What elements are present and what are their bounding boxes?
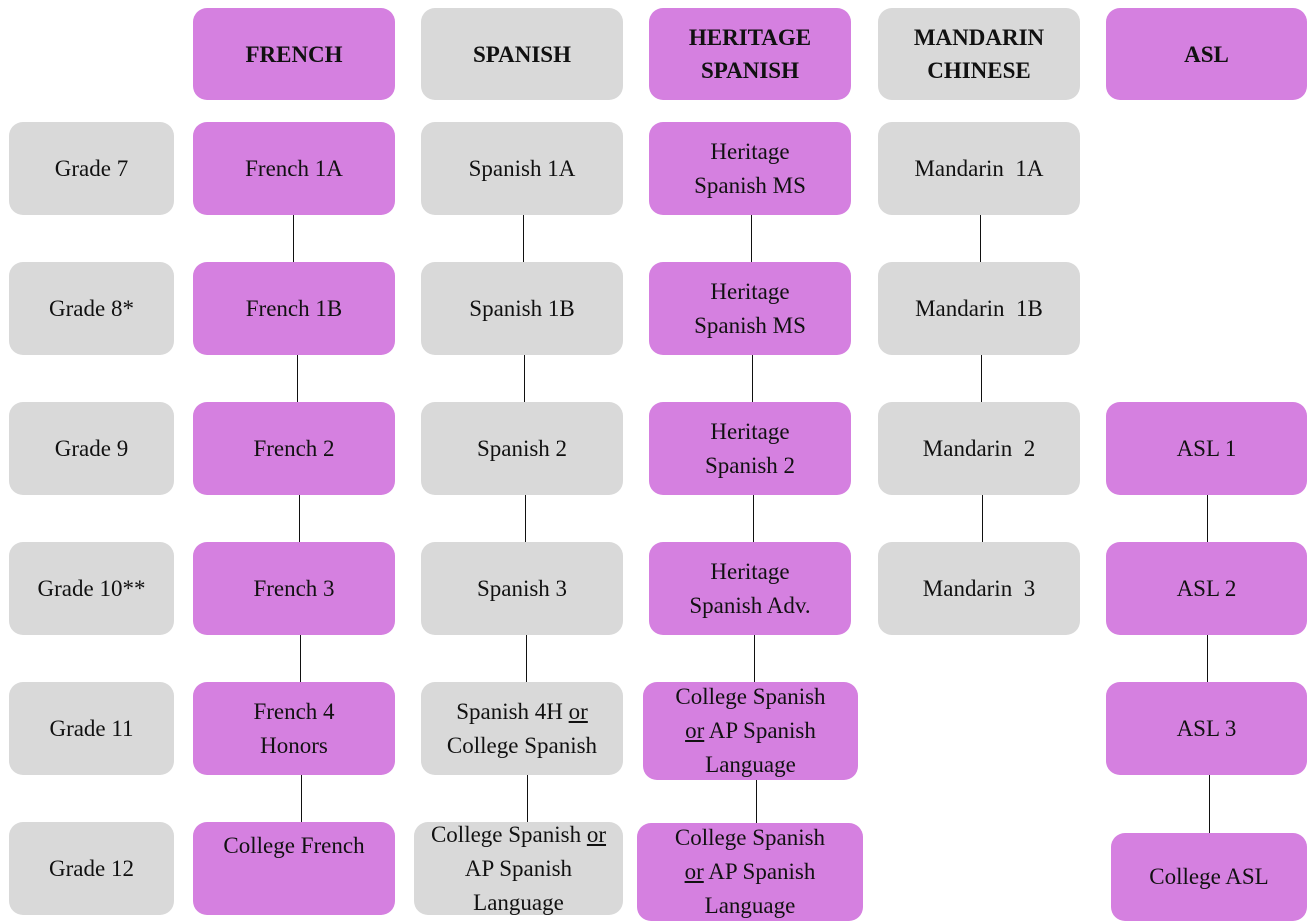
course-french-1a <box>193 122 395 215</box>
course-text: French 3 <box>253 575 335 601</box>
course-mandarin-1a <box>878 122 1080 215</box>
grade-label-12 <box>9 822 174 915</box>
course-text: Mandarin 3 <box>922 575 1036 601</box>
header-heritage-line2: SPANISH <box>701 58 799 83</box>
course-text <box>685 714 816 748</box>
course-text-part: College Spanish <box>430 821 587 847</box>
grade-label-9 <box>9 402 174 495</box>
grade-label-7 <box>9 122 174 215</box>
header-asl <box>1106 8 1307 100</box>
course-text: College Spanish <box>674 825 826 850</box>
connector-line <box>297 355 298 402</box>
connector-line <box>523 215 524 262</box>
course-text <box>456 695 588 729</box>
header-spanish-label: SPANISH <box>473 41 571 67</box>
course-spanish-3 <box>421 542 623 635</box>
or-underlined: or <box>586 821 607 847</box>
course-text: Honors <box>260 732 328 758</box>
grade-text: Grade 9 <box>54 435 129 461</box>
course-text: College Spanish <box>675 684 826 709</box>
course-text: Heritage <box>710 558 790 584</box>
course-text: Language <box>473 889 564 915</box>
course-text: Heritage <box>710 138 790 164</box>
connector-line <box>1209 775 1210 833</box>
course-text: ASL 3 <box>1176 715 1237 741</box>
connector-line <box>981 355 982 402</box>
header-french-label: FRENCH <box>245 41 343 67</box>
header-asl-label: ASL <box>1184 41 1229 67</box>
grade-label-8 <box>9 262 174 355</box>
course-spanish-1a <box>421 122 623 215</box>
course-text-part: AP Spanish <box>703 859 816 884</box>
grade-label-10 <box>9 542 174 635</box>
course-french-2 <box>193 402 395 495</box>
grade-text: Grade 12 <box>49 855 134 881</box>
course-french-4-honors <box>193 682 395 775</box>
course-college-french <box>193 822 395 915</box>
header-mandarin-line1: MANDARIN <box>913 25 1045 50</box>
course-text: Heritage <box>710 278 790 304</box>
course-french-3 <box>193 542 395 635</box>
course-text: Spanish Adv. <box>689 592 811 618</box>
connector-line <box>527 775 528 822</box>
connector-line <box>751 215 752 262</box>
course-text: College ASL <box>1149 864 1269 889</box>
course-text: Language <box>705 752 796 777</box>
course-mandarin-1b <box>878 262 1080 355</box>
header-mandarin-chinese <box>878 8 1080 100</box>
course-text: Spanish MS <box>694 172 806 198</box>
connector-line <box>301 775 302 822</box>
header-french <box>193 8 395 100</box>
connector-line <box>300 635 301 682</box>
course-text-part: Spanish 4H <box>456 698 569 724</box>
course-college-asl <box>1111 833 1307 921</box>
course-asl-1 <box>1106 402 1307 495</box>
course-asl-2 <box>1106 542 1307 635</box>
header-heritage-line1: HERITAGE <box>688 25 812 50</box>
course-mandarin-3 <box>878 542 1080 635</box>
course-spanish-4h-or-college <box>421 682 623 775</box>
course-text <box>685 855 816 889</box>
or-underlined: or <box>685 718 705 743</box>
connector-line <box>299 495 300 542</box>
connector-line <box>752 355 753 402</box>
connector-line <box>524 355 525 402</box>
course-text: AP Spanish <box>464 855 573 881</box>
grade-text: Grade 7 <box>54 155 129 181</box>
course-heritage-spanish-ms-8 <box>649 262 851 355</box>
connector-line <box>1207 635 1208 682</box>
or-underlined: or <box>684 859 704 884</box>
connector-line <box>756 780 757 823</box>
course-text: Spanish 3 <box>476 575 568 601</box>
course-text: Language <box>704 893 796 918</box>
connector-line <box>1207 495 1208 542</box>
course-heritage-college-or-ap-11 <box>643 682 858 780</box>
connector-line <box>753 495 754 542</box>
connector-line <box>982 495 983 542</box>
course-text: Heritage <box>710 418 790 444</box>
course-text: Mandarin 1A <box>914 155 1044 181</box>
course-heritage-spanish-adv <box>649 542 851 635</box>
connector-line <box>293 215 294 262</box>
course-text: Mandarin 1B <box>915 295 1043 321</box>
course-spanish-1b <box>421 262 623 355</box>
course-text: French 1B <box>245 295 343 321</box>
course-asl-3 <box>1106 682 1307 775</box>
grade-text: Grade 10** <box>37 575 146 601</box>
grade-text: Grade 8* <box>49 295 134 321</box>
course-text: French 2 <box>253 435 335 461</box>
course-college-or-ap-spanish <box>414 822 623 915</box>
course-french-1b <box>193 262 395 355</box>
header-heritage-spanish <box>649 8 851 100</box>
course-text: ASL 2 <box>1176 575 1237 601</box>
connector-line <box>525 495 526 542</box>
course-text: Spanish 2 <box>704 452 796 478</box>
grade-text: Grade 11 <box>49 715 134 741</box>
course-text: Spanish 1B <box>469 295 575 321</box>
header-spanish <box>421 8 623 100</box>
course-text: College French <box>223 833 365 858</box>
connector-line <box>754 635 755 682</box>
course-text: Spanish 1A <box>468 155 576 181</box>
grade-label-11 <box>9 682 174 775</box>
course-text: Spanish 2 <box>476 435 568 461</box>
course-heritage-college-or-ap-12 <box>637 823 863 921</box>
course-text: French 4 <box>253 698 335 724</box>
course-text <box>431 818 606 852</box>
header-mandarin-line2: CHINESE <box>927 58 1031 83</box>
course-heritage-spanish-ms-7 <box>649 122 851 215</box>
course-text: Spanish MS <box>694 312 806 338</box>
connector-line <box>526 635 527 682</box>
course-text: ASL 1 <box>1176 435 1237 461</box>
course-text: College Spanish <box>446 732 598 758</box>
course-spanish-2 <box>421 402 623 495</box>
connector-line <box>980 215 981 262</box>
course-text: French 1A <box>245 155 343 181</box>
course-mandarin-2 <box>878 402 1080 495</box>
course-text-part: AP Spanish <box>704 718 816 743</box>
or-underlined: or <box>568 698 588 724</box>
course-heritage-spanish-2 <box>649 402 851 495</box>
course-text: Mandarin 2 <box>922 435 1036 461</box>
